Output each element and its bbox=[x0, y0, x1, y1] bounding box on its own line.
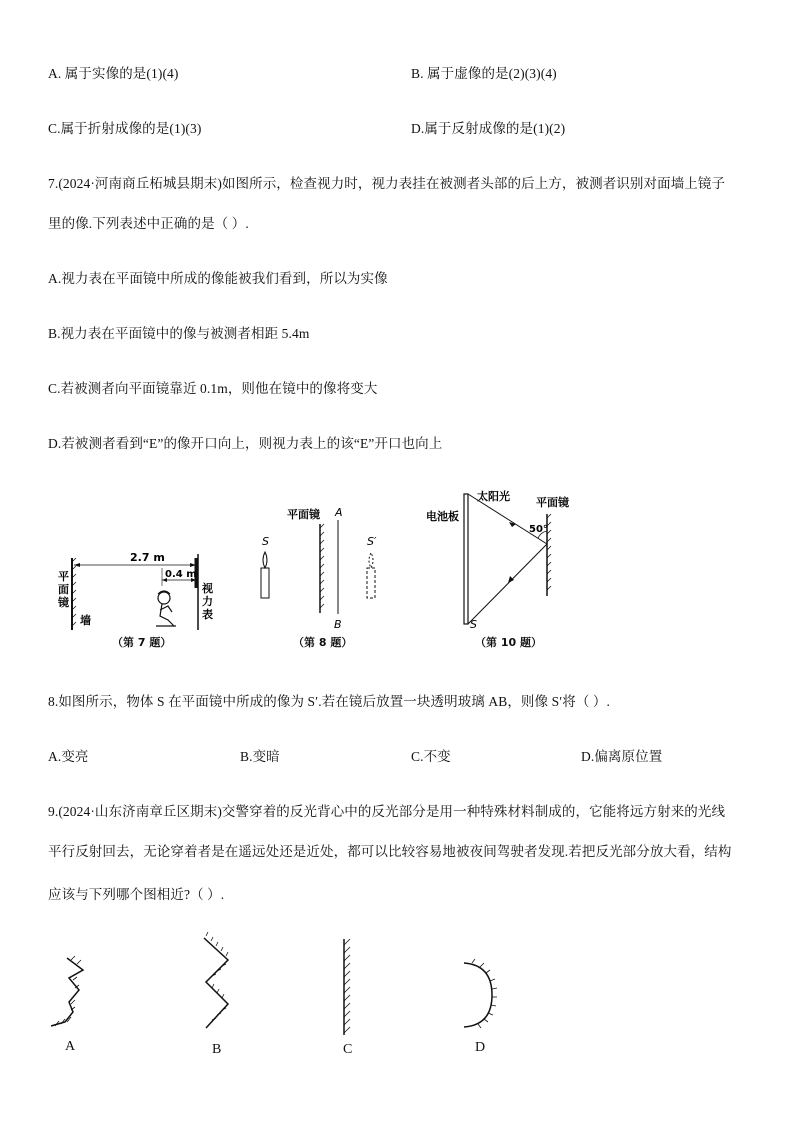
fig7-chart-label: 视力表 bbox=[202, 582, 213, 621]
fig8-caption: （第 8 题） bbox=[293, 636, 353, 649]
figure-8 bbox=[250, 498, 390, 633]
fig10-s-label: S bbox=[470, 618, 477, 631]
q7-option-a: A.视力表在平面镜中所成的像能被我们看到，所以为实像 bbox=[48, 271, 388, 286]
q9-option-b-label: B bbox=[212, 1042, 222, 1057]
q8-option-b: B.变暗 bbox=[240, 749, 280, 764]
q9-option-c-label: C bbox=[343, 1042, 353, 1057]
fig7-caption: （第 7 题） bbox=[112, 636, 172, 649]
q6-option-a: A. 属于实像的是(1)(4) bbox=[48, 66, 179, 81]
fig7-mirror-label: 平面镜 bbox=[58, 570, 69, 609]
fig8-mirror-label: 平面镜 bbox=[287, 508, 320, 521]
q8-option-a: A.变亮 bbox=[48, 749, 89, 764]
fig7-dim-short-label: 0.4 m bbox=[165, 569, 197, 580]
q9-figure-c bbox=[336, 935, 360, 1037]
q6-option-d: D.属于反射成像的是(1)(2) bbox=[411, 121, 566, 136]
q8-stem: 8.如图所示，物体 S 在平面镜中所成的像为 S′.若在镜后放置一块透明玻璃 AB，则像 S′将（ ）. bbox=[48, 694, 611, 709]
fig10-caption: （第 10 题） bbox=[475, 636, 542, 649]
fig10-angle-label: 50° bbox=[529, 524, 548, 535]
q9-option-d-label: D bbox=[475, 1040, 486, 1055]
q9-figure-a bbox=[45, 950, 95, 1032]
q8-option-c: C.不变 bbox=[411, 749, 451, 764]
fig8-flame bbox=[263, 552, 267, 568]
q9-option-a-label: A bbox=[65, 1039, 76, 1054]
fig8-s-label: S bbox=[262, 535, 269, 548]
q9-figure-b bbox=[192, 930, 242, 1035]
fig10-reflected-ray bbox=[468, 544, 547, 624]
fig7-dim-long-label: 2.7 m bbox=[130, 551, 165, 564]
q9-stem-line2: 平行反射回去，无论穿着者是在遥远处还是近处，都可以比较容易地被夜间驾驶者发现.若把反光部分放大看，结构 bbox=[48, 844, 732, 859]
fig8-candle bbox=[261, 568, 269, 598]
fig7-wall-label: 墙 bbox=[80, 614, 91, 627]
fig8-b-label: B bbox=[334, 618, 342, 631]
q7-stem-line2: 里的像.下列表述中正确的是（ ）. bbox=[48, 216, 249, 231]
fig10-panel bbox=[464, 494, 468, 624]
fig8-a-label: A bbox=[335, 506, 343, 519]
figure-10 bbox=[420, 486, 590, 631]
q9-figure-d bbox=[458, 955, 508, 1035]
q6-option-b: B. 属于虚像的是(2)(3)(4) bbox=[411, 66, 557, 81]
q7-option-c: C.若被测者向平面镜靠近 0.1m，则他在镜中的像将变大 bbox=[48, 381, 378, 396]
q9-stem-line1: 9.(2024·山东济南章丘区期末)交警穿着的反光背心中的反光部分是用一种特殊材料制成的，它能将远方射来的光线 bbox=[48, 804, 726, 819]
fig8-candle-image bbox=[367, 568, 375, 598]
fig10-panel-label: 电池板 bbox=[426, 510, 459, 523]
q8-option-d: D.偏离原位置 bbox=[581, 749, 663, 764]
q7-option-b: B.视力表在平面镜中的像与被测者相距 5.4m bbox=[48, 326, 310, 341]
fig7-person bbox=[156, 591, 176, 626]
q6-option-c: C.属于折射成像的是(1)(3) bbox=[48, 121, 202, 136]
fig8-s-image-label: S′ bbox=[367, 535, 377, 548]
fig10-sun-label: 太阳光 bbox=[477, 490, 510, 503]
fig8-flame-image bbox=[369, 553, 373, 568]
fig10-mirror-label: 平面镜 bbox=[536, 496, 569, 509]
q7-stem-line1: 7.(2024·河南商丘柘城县期末)如图所示，检查视力时，视力表挂在被测者头部的后上方，被测者识别对面墙上镜子 bbox=[48, 176, 726, 191]
q7-option-d: D.若被测者看到“E”的像开口向上，则视力表上的该“E”开口也向上 bbox=[48, 436, 443, 451]
q9-stem-line3: 应该与下列哪个图相近?（ ）. bbox=[48, 887, 225, 902]
